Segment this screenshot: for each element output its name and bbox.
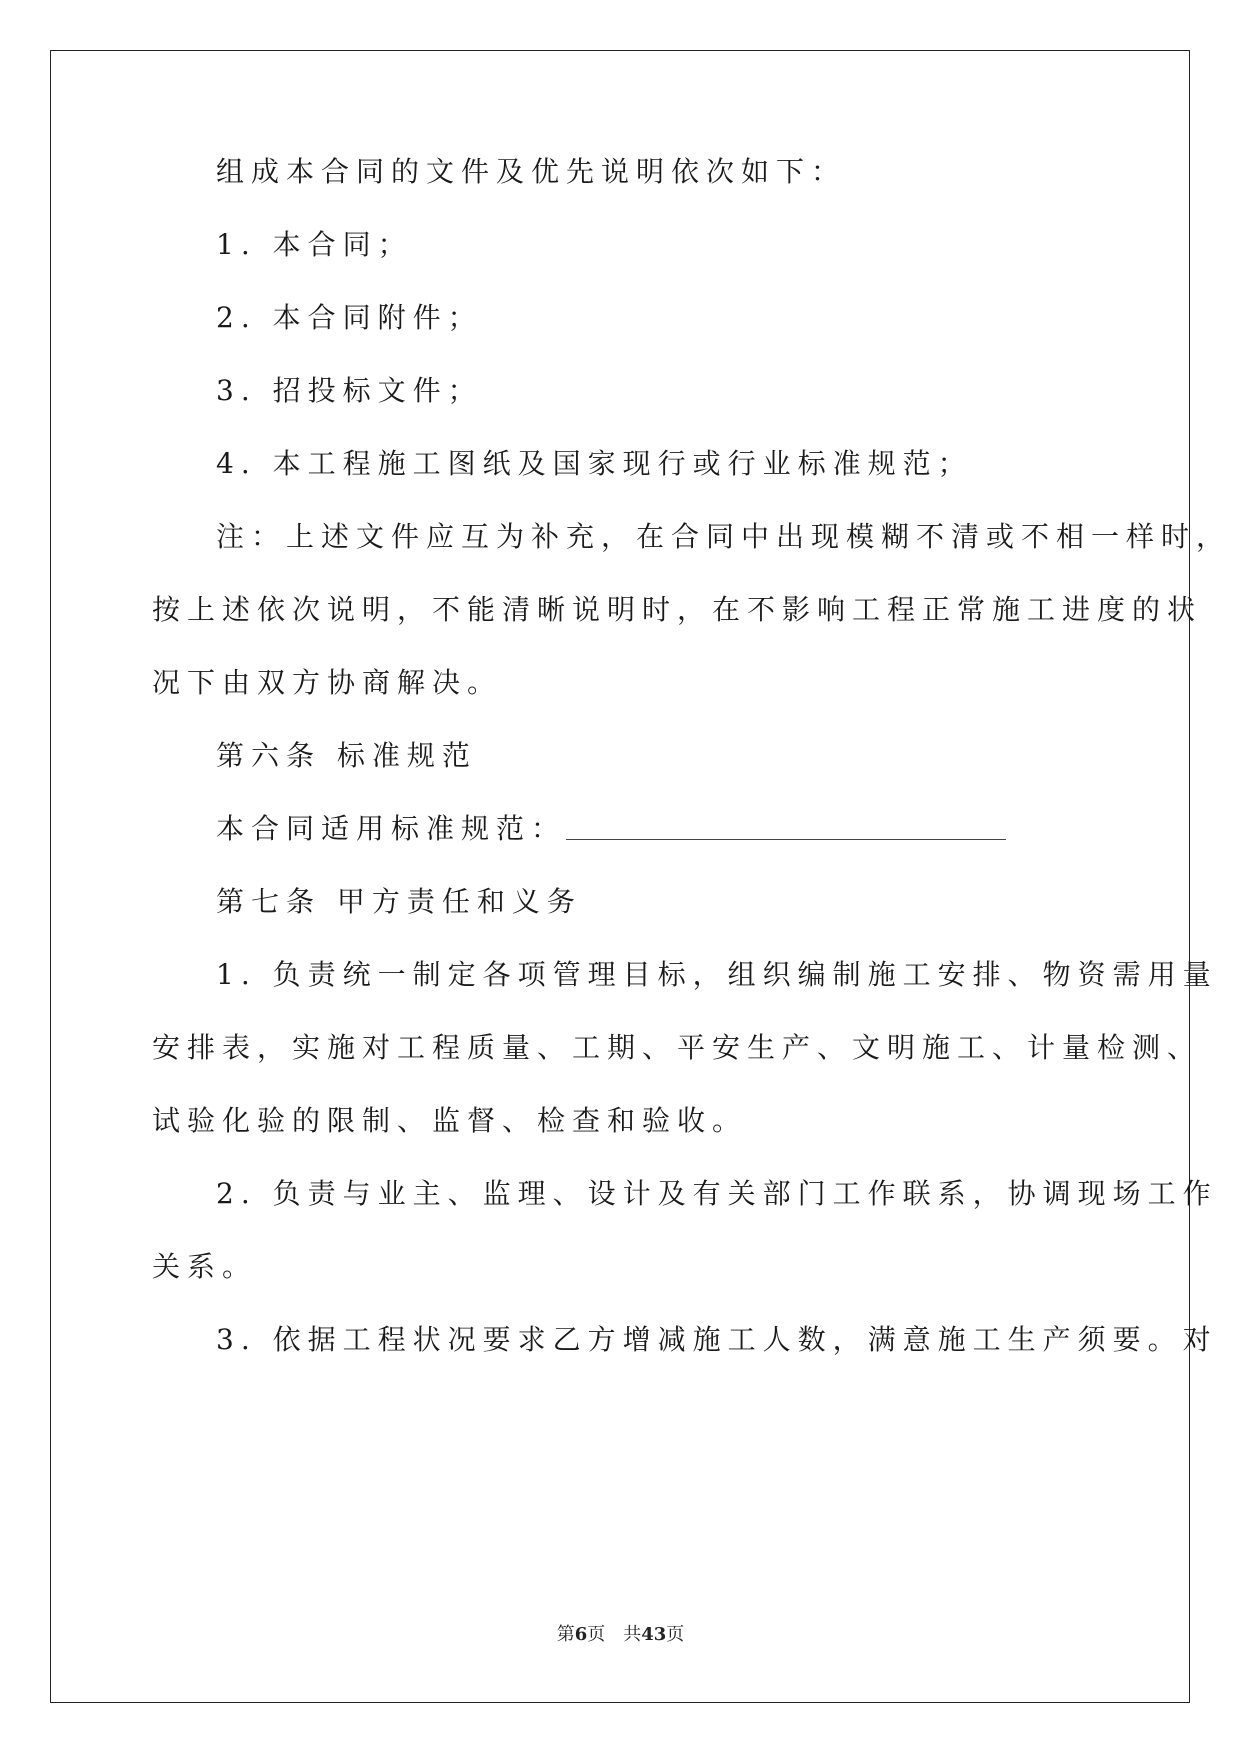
paragraph-line: 安排表，实施对工程质量、工期、平安生产、文明施工、计量检测、 [152, 1031, 1203, 1064]
current-page-number: 6 [574, 1624, 588, 1645]
total-page-count: 43 [641, 1624, 667, 1645]
paragraph-line: 试验化验的限制、监督、检查和验收。 [152, 1104, 748, 1137]
list-item: 2. 本合同附件； [216, 301, 483, 334]
blank-underline [566, 813, 1006, 840]
paragraph-line: 组成本合同的文件及优先说明依次如下： [216, 155, 847, 188]
footer-middle: 页 共 [587, 1624, 642, 1645]
fill-in-line [216, 809, 1006, 849]
fill-in-label: 本合同适用标准规范： [216, 812, 567, 845]
paragraph-line: 注：上述文件应互为补充，在合同中出现模糊不清或不相一样时， [216, 520, 1232, 553]
paragraph-line: 况下由双方协商解决。 [152, 666, 503, 699]
list-item: 4. 本工程施工图纸及国家现行或行业标准规范； [216, 447, 973, 480]
list-item: 2. 负责与业主、监理、设计及有关部门工作联系，协调现场工作 [216, 1177, 1218, 1210]
list-item: 3. 依据工程状况要求乙方增减施工人数，满意施工生产须要。对 [216, 1323, 1218, 1356]
list-item: 1. 负责统一制定各项管理目标，组织编制施工安排、物资需用量 [216, 958, 1218, 991]
section-heading: 第七条 甲方责任和义务 [216, 885, 582, 918]
page-footer [0, 1620, 1241, 1646]
paragraph-line: 关系。 [152, 1250, 258, 1283]
footer-suffix: 页 [666, 1624, 685, 1645]
paragraph-line: 按上述依次说明，不能清晰说明时，在不影响工程正常施工进度的状 [152, 593, 1203, 626]
list-item: 3. 招投标文件； [216, 374, 483, 407]
section-heading: 第六条 标准规范 [216, 739, 477, 772]
footer-prefix: 第 [556, 1624, 575, 1645]
list-item: 1. 本合同； [216, 228, 413, 261]
